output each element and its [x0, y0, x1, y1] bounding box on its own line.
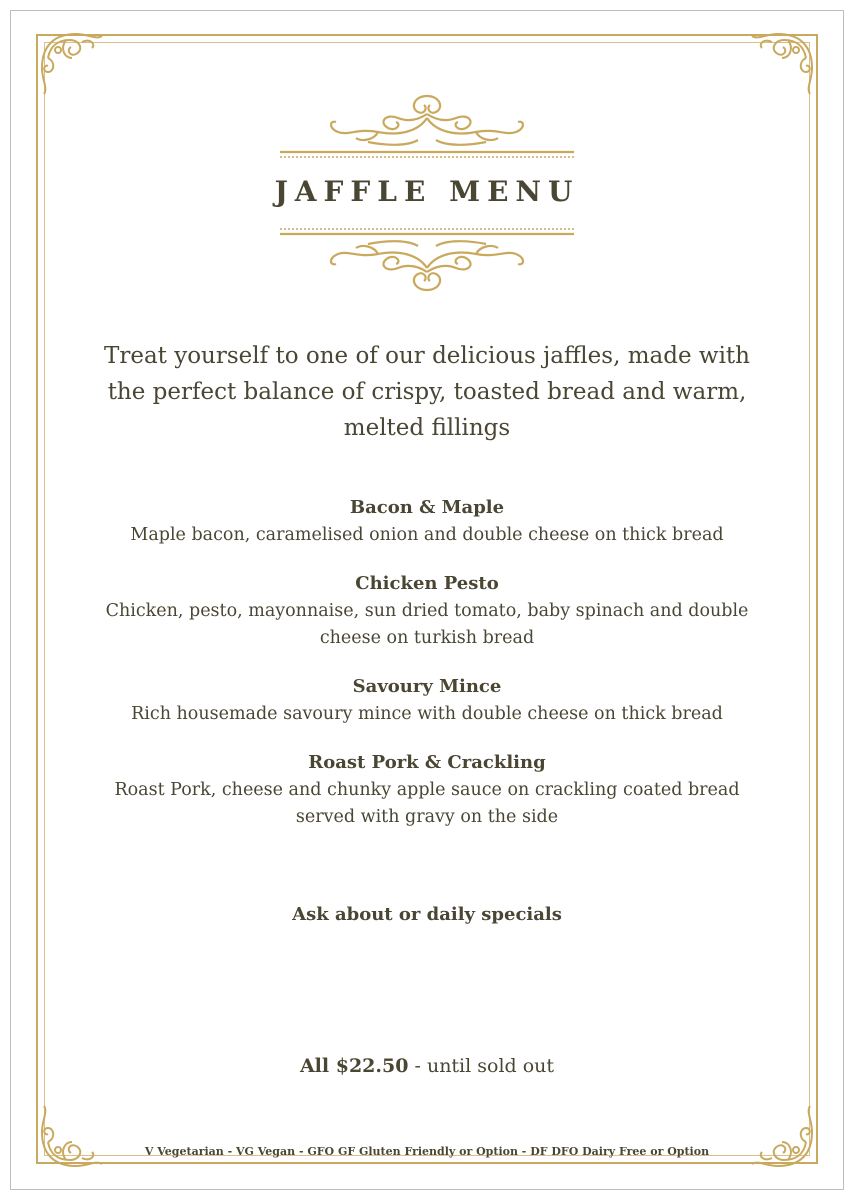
dietary-key: V Vegetarian - VG Vegan - GFO GF Gluten Friendly or Option - DF DFO Dairy Free or Option	[144, 1145, 710, 1158]
corner-flourish-icon	[744, 1098, 818, 1172]
menu-title: JAFFLE MENU	[274, 175, 580, 208]
price-suffix: - until sold out	[408, 1055, 555, 1077]
menu-item	[90, 673, 764, 728]
menu-intro: Treat yourself to one of our delicious jaffles, made with the perfect balance of crispy, toasted bread and warm, melted fillings	[104, 343, 750, 441]
corner-flourish-icon	[36, 1098, 110, 1172]
header-ornament-icon	[278, 92, 576, 160]
menu-item-name: Savoury Mince	[352, 676, 502, 697]
menu-item-description: Roast Pork, cheese and chunky apple sauce on crackling coated bread served with gravy on the side	[114, 780, 740, 827]
menu-item	[90, 749, 764, 831]
menu-items	[90, 494, 764, 852]
menu-item-name: Chicken Pesto	[355, 573, 499, 594]
menu-item-description: Rich housemade savoury mince with double cheese on thick bread	[131, 704, 723, 724]
menu-item-name: Roast Pork & Crackling	[308, 752, 546, 773]
menu-item	[90, 570, 764, 652]
specials-note: Ask about or daily specials	[292, 904, 562, 925]
header-ornament-icon	[278, 226, 576, 294]
price-line	[0, 1055, 854, 1077]
menu-item-description: Chicken, pesto, mayonnaise, sun dried tomato, baby spinach and double cheese on turkish bread	[105, 601, 749, 648]
menu-item	[90, 494, 764, 549]
corner-flourish-icon	[36, 28, 110, 102]
menu-item-description: Maple bacon, caramelised onion and double cheese on thick bread	[130, 525, 724, 545]
price: All $22.50	[299, 1055, 409, 1077]
menu-item-name: Bacon & Maple	[349, 497, 505, 518]
corner-flourish-icon	[744, 28, 818, 102]
